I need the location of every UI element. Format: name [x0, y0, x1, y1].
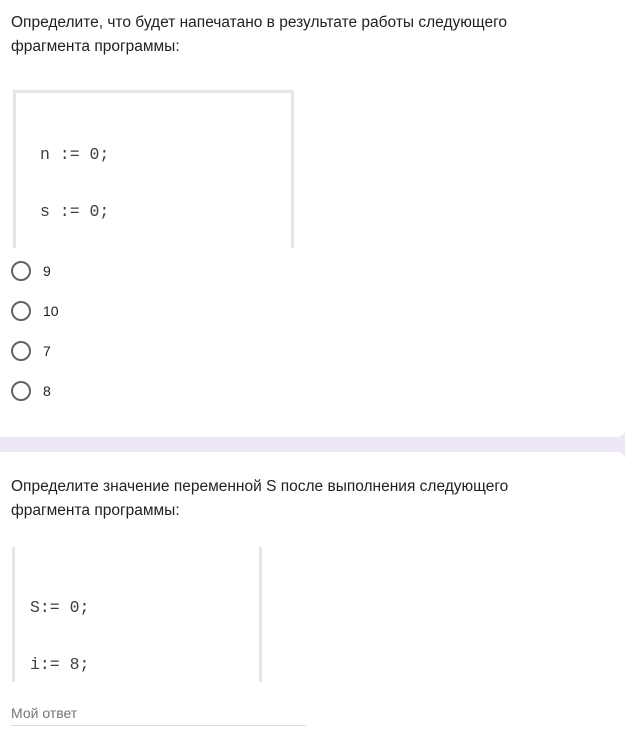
- option-10[interactable]: [11, 301, 59, 321]
- radio-unchecked-icon[interactable]: [11, 301, 31, 321]
- answer-input[interactable]: [11, 700, 306, 726]
- code-line: i:= 8;: [30, 655, 90, 674]
- option-label: 10: [43, 303, 59, 319]
- option-label: 9: [43, 263, 51, 279]
- option-7[interactable]: [11, 341, 59, 361]
- option-8[interactable]: [11, 381, 59, 401]
- code-line: s := 0;: [40, 202, 110, 221]
- code-block-1: [13, 90, 294, 248]
- code-block-2: [12, 547, 262, 682]
- option-label: 7: [43, 343, 51, 359]
- answer-options: [11, 261, 59, 421]
- code-line: S:= 0;: [30, 598, 90, 617]
- option-9[interactable]: [11, 261, 59, 281]
- radio-unchecked-icon[interactable]: [11, 261, 31, 281]
- code-line: n := 0;: [40, 145, 110, 164]
- question-1-title: Определите, что будет напечатано в результате работы следующего фрагмента программы:: [11, 14, 507, 55]
- radio-unchecked-icon[interactable]: [11, 341, 31, 361]
- option-label: 8: [43, 383, 51, 399]
- question-2-title: Определите значение переменной S после выполнения следующего фрагмента программы:: [11, 478, 509, 519]
- radio-unchecked-icon[interactable]: [11, 381, 31, 401]
